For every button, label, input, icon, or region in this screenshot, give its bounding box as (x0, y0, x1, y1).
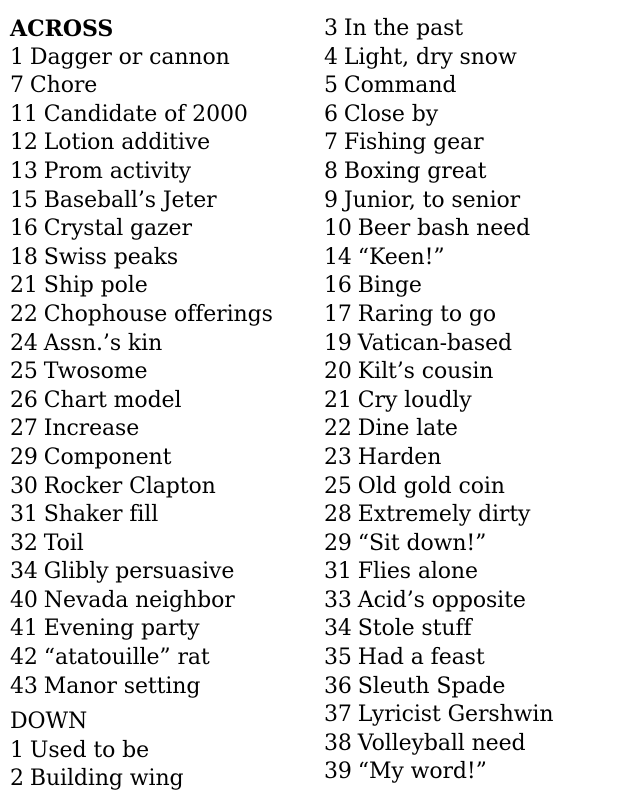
clue-number: 40 (10, 587, 38, 613)
clue-text: Had a feast (357, 645, 485, 671)
clue-text: Beer bash need (357, 216, 531, 242)
clue-number: 2 (10, 766, 24, 792)
down-clue (324, 301, 616, 330)
clue-text: Junior, to senior (343, 187, 521, 213)
clue-number: 39 (324, 759, 352, 785)
down-clue (324, 158, 616, 187)
clue-number: 14 (324, 244, 352, 270)
clue-text: Command (343, 73, 457, 99)
clue-number: 24 (10, 330, 38, 356)
clue-text: Lyricist Gershwin (357, 702, 554, 728)
clue-text: Dine late (357, 416, 458, 442)
down-clue (324, 44, 616, 73)
clue-number: 29 (10, 444, 38, 470)
clue-number: 8 (324, 158, 338, 184)
across-clue (10, 473, 310, 502)
clue-number: 15 (10, 187, 38, 213)
across-clue (10, 101, 310, 130)
across-clue (10, 387, 310, 416)
clue-column-right (324, 15, 616, 787)
clue-text: Stole stuff (357, 616, 472, 642)
clue-number: 21 (10, 273, 38, 299)
across-clue (10, 558, 310, 587)
clue-number: 35 (324, 645, 352, 671)
down-clue (324, 730, 616, 759)
clue-number: 42 (10, 645, 38, 671)
clue-number: 25 (324, 473, 352, 499)
clue-text: Binge (357, 273, 422, 299)
across-clue (10, 215, 310, 244)
down-clue (10, 765, 310, 794)
clue-number: 22 (10, 301, 38, 327)
clue-number: 16 (324, 273, 352, 299)
across-clue (10, 158, 310, 187)
clue-text: “atatouille” rat (43, 645, 210, 671)
down-clue (324, 15, 616, 44)
clue-number: 12 (10, 130, 38, 156)
clue-number: 6 (324, 101, 338, 127)
clue-text: Manor setting (43, 673, 201, 699)
clue-number: 7 (324, 130, 338, 156)
clue-text: Boxing great (343, 158, 487, 184)
clue-text: Shaker fill (43, 502, 159, 528)
clue-text: “My word!” (357, 759, 487, 785)
across-clue (10, 72, 310, 101)
down-clue (324, 101, 616, 130)
clue-number: 21 (324, 387, 352, 413)
down-clue (324, 758, 616, 787)
across-heading: ACROSS (10, 16, 114, 42)
clue-number: 3 (324, 16, 338, 41)
across-clue (10, 530, 310, 559)
clue-text: Swiss peaks (43, 244, 179, 270)
down-clue (324, 701, 616, 730)
clue-number: 22 (324, 416, 352, 442)
down-clue (324, 444, 616, 473)
across-clue (10, 358, 310, 387)
clue-number: 1 (10, 737, 24, 763)
clue-number: 30 (10, 473, 38, 499)
clue-text: Flies alone (357, 559, 478, 585)
down-clue (324, 272, 616, 301)
down-clue (324, 244, 616, 273)
down-clue (324, 530, 616, 559)
clue-text: Baseball’s Jeter (43, 187, 217, 213)
down-clue (324, 187, 616, 216)
across-clue (10, 272, 310, 301)
down-clue (10, 737, 310, 766)
down-clue (324, 673, 616, 702)
clue-text: Acid’s opposite (357, 587, 526, 613)
clue-number: 13 (10, 158, 38, 184)
across-clue (10, 444, 310, 473)
clue-text: “Sit down!” (357, 530, 487, 556)
across-clue (10, 587, 310, 616)
clue-text: “Keen!” (357, 244, 445, 270)
clue-text: In the past (343, 16, 464, 41)
across-clue (10, 187, 310, 216)
clue-text: Vatican-based (357, 330, 512, 356)
down-clue (324, 358, 616, 387)
down-clue (324, 587, 616, 616)
down-clue (324, 558, 616, 587)
clue-text: Used to be (29, 737, 150, 763)
clue-number: 41 (10, 616, 38, 642)
clue-number: 7 (10, 73, 24, 99)
clue-text: Rocker Clapton (43, 473, 216, 499)
clue-text: Building wing (29, 766, 184, 792)
clue-text: Extremely dirty (357, 502, 531, 528)
clue-number: 11 (10, 101, 38, 127)
clue-number: 1 (10, 44, 24, 70)
clue-text: Evening party (43, 616, 200, 642)
clue-text: Ship pole (43, 273, 148, 299)
down-clue (324, 473, 616, 502)
clue-text: Light, dry snow (343, 44, 517, 70)
clue-number: 36 (324, 673, 352, 699)
clue-text: Old gold coin (357, 473, 505, 499)
clue-text: Kilt’s cousin (357, 359, 494, 385)
clue-text: Assn.’s kin (43, 330, 163, 356)
clue-number: 26 (10, 387, 38, 413)
clue-text: Close by (343, 101, 439, 127)
clue-text: Crystal gazer (43, 216, 192, 242)
down-clue (324, 72, 616, 101)
down-clue (324, 501, 616, 530)
clue-number: 16 (10, 216, 38, 242)
across-clue (10, 673, 310, 702)
clue-text: Prom activity (43, 158, 191, 184)
clue-number: 38 (324, 730, 352, 756)
clue-number: 32 (10, 530, 38, 556)
clue-text: Increase (43, 416, 140, 442)
clue-number: 43 (10, 673, 38, 699)
clue-text: Chore (29, 73, 98, 99)
clue-text: Chophouse offerings (43, 301, 273, 327)
down-clue (324, 615, 616, 644)
clue-number: 34 (10, 559, 38, 585)
clue-text: Glibly persuasive (43, 559, 235, 585)
across-clue (10, 644, 310, 673)
across-clue (10, 615, 310, 644)
across-clue (10, 301, 310, 330)
down-clue (324, 644, 616, 673)
clue-number: 37 (324, 702, 352, 728)
clue-number: 23 (324, 444, 352, 470)
clue-text: Dagger or cannon (29, 44, 230, 70)
clue-text: Fishing gear (343, 130, 484, 156)
clue-text: Chart model (43, 387, 182, 413)
clue-text: Component (43, 444, 172, 470)
down-clue (324, 129, 616, 158)
down-clue (324, 215, 616, 244)
clue-text: Twosome (43, 359, 148, 385)
across-clue (10, 330, 310, 359)
clue-text: Harden (357, 444, 442, 470)
across-clue (10, 44, 310, 73)
clue-number: 33 (324, 587, 352, 613)
clue-text: Candidate of 2000 (43, 101, 248, 127)
across-clue (10, 244, 310, 273)
across-clue (10, 415, 310, 444)
clue-column-left (10, 15, 310, 794)
clue-number: 9 (324, 187, 338, 213)
clue-number: 4 (324, 44, 338, 70)
across-clue (10, 129, 310, 158)
down-heading: DOWN (10, 709, 88, 735)
clue-number: 28 (324, 502, 352, 528)
clue-number: 19 (324, 330, 352, 356)
clue-text: Volleyball need (357, 730, 526, 756)
clue-text: Cry loudly (357, 387, 472, 413)
clue-number: 20 (324, 359, 352, 385)
clue-text: Toil (43, 530, 84, 556)
clue-number: 25 (10, 359, 38, 385)
across-clue (10, 501, 310, 530)
down-clue (324, 415, 616, 444)
clue-number: 31 (10, 502, 38, 528)
down-clue (324, 387, 616, 416)
clue-number: 27 (10, 416, 38, 442)
clue-text: Lotion additive (43, 130, 211, 156)
clue-number: 34 (324, 616, 352, 642)
clue-text: Sleuth Spade (357, 673, 506, 699)
clue-text: Nevada neighbor (43, 587, 235, 613)
clue-number: 10 (324, 216, 352, 242)
down-clue (324, 330, 616, 359)
clue-text: Raring to go (357, 301, 496, 327)
clue-number: 29 (324, 530, 352, 556)
clue-number: 31 (324, 559, 352, 585)
clue-number: 17 (324, 301, 352, 327)
clue-number: 18 (10, 244, 38, 270)
clue-number: 5 (324, 73, 338, 99)
